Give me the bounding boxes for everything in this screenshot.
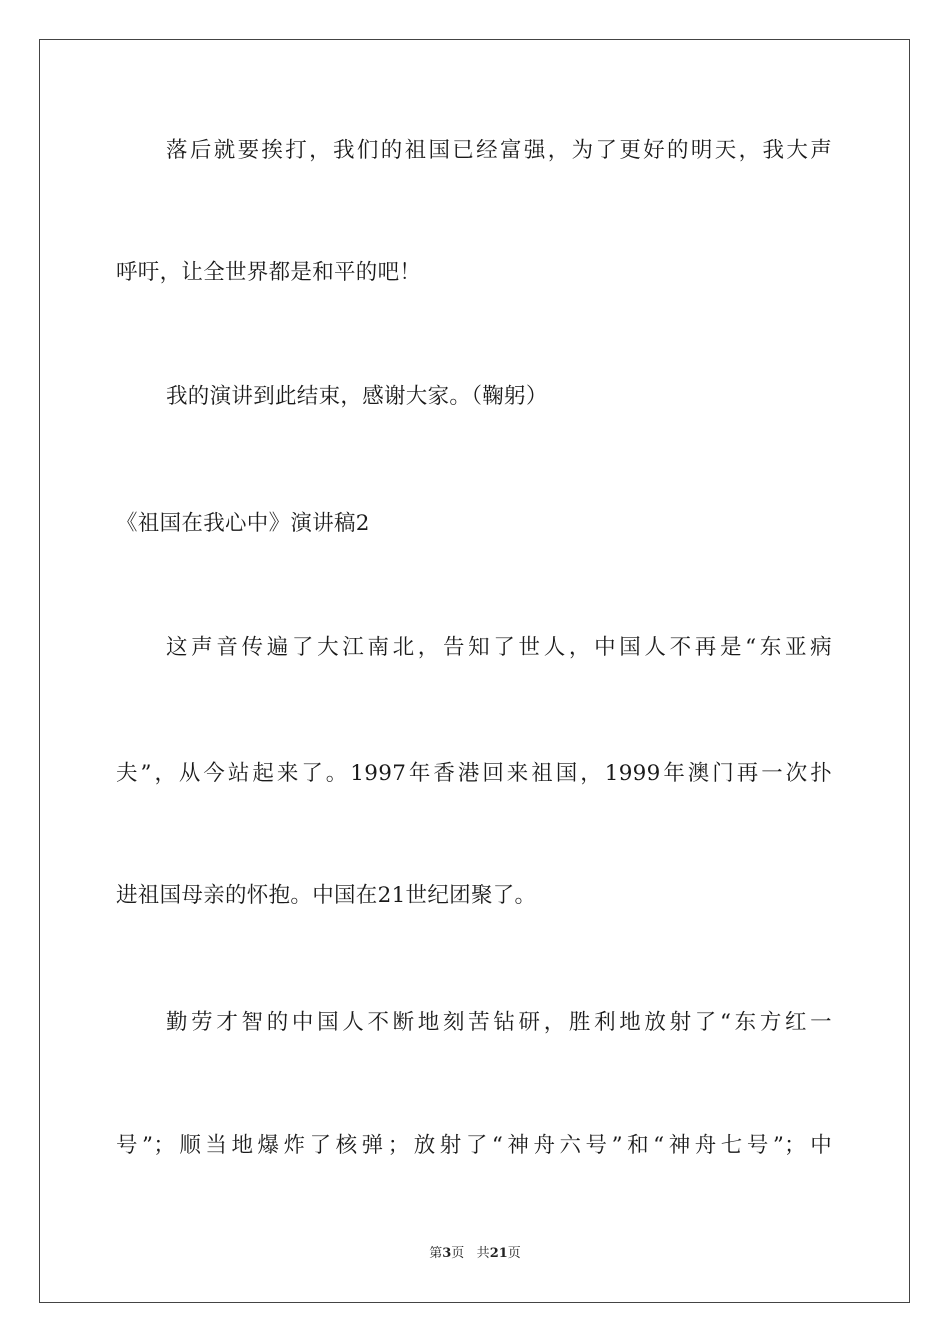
total-page-count: 21 [489,1246,508,1261]
paragraph-line: 呼吁，让全世界都是和平的吧！ [116,260,422,285]
page-footer [0,1245,950,1263]
paragraph-line: 落后就要挨打，我们的祖国已经富强，为了更好的明天，我大声 [166,138,832,163]
total-prefix: 共 [476,1246,490,1261]
page-unit: 页 [451,1246,465,1261]
total-unit: 页 [507,1246,521,1261]
paragraph-line: 号”；顺当地爆炸了核弹；放射了“神舟六号”和“神舟七号”；中 [116,1133,832,1158]
paragraph-line: 进祖国母亲的怀抱。中国在21世纪团聚了。 [116,883,537,908]
paragraph-line: 这声音传遍了大江南北，告知了世人，中国人不再是“东亚病 [166,635,832,660]
paragraph-line: 我的演讲到此结束，感谢大家。（鞠躬） [166,384,548,409]
page-border [39,39,910,1303]
paragraph-line: 夫”，从今站起来了。1997年香港回来祖国，1999年澳门再一次扑 [116,761,832,786]
page-prefix: 第 [429,1246,443,1261]
section-heading: 《祖国在我心中》演讲稿2 [116,511,370,536]
current-page-number: 3 [442,1246,452,1261]
paragraph-line: 勤劳才智的中国人不断地刻苦钻研，胜利地放射了“东方红一 [166,1010,832,1035]
